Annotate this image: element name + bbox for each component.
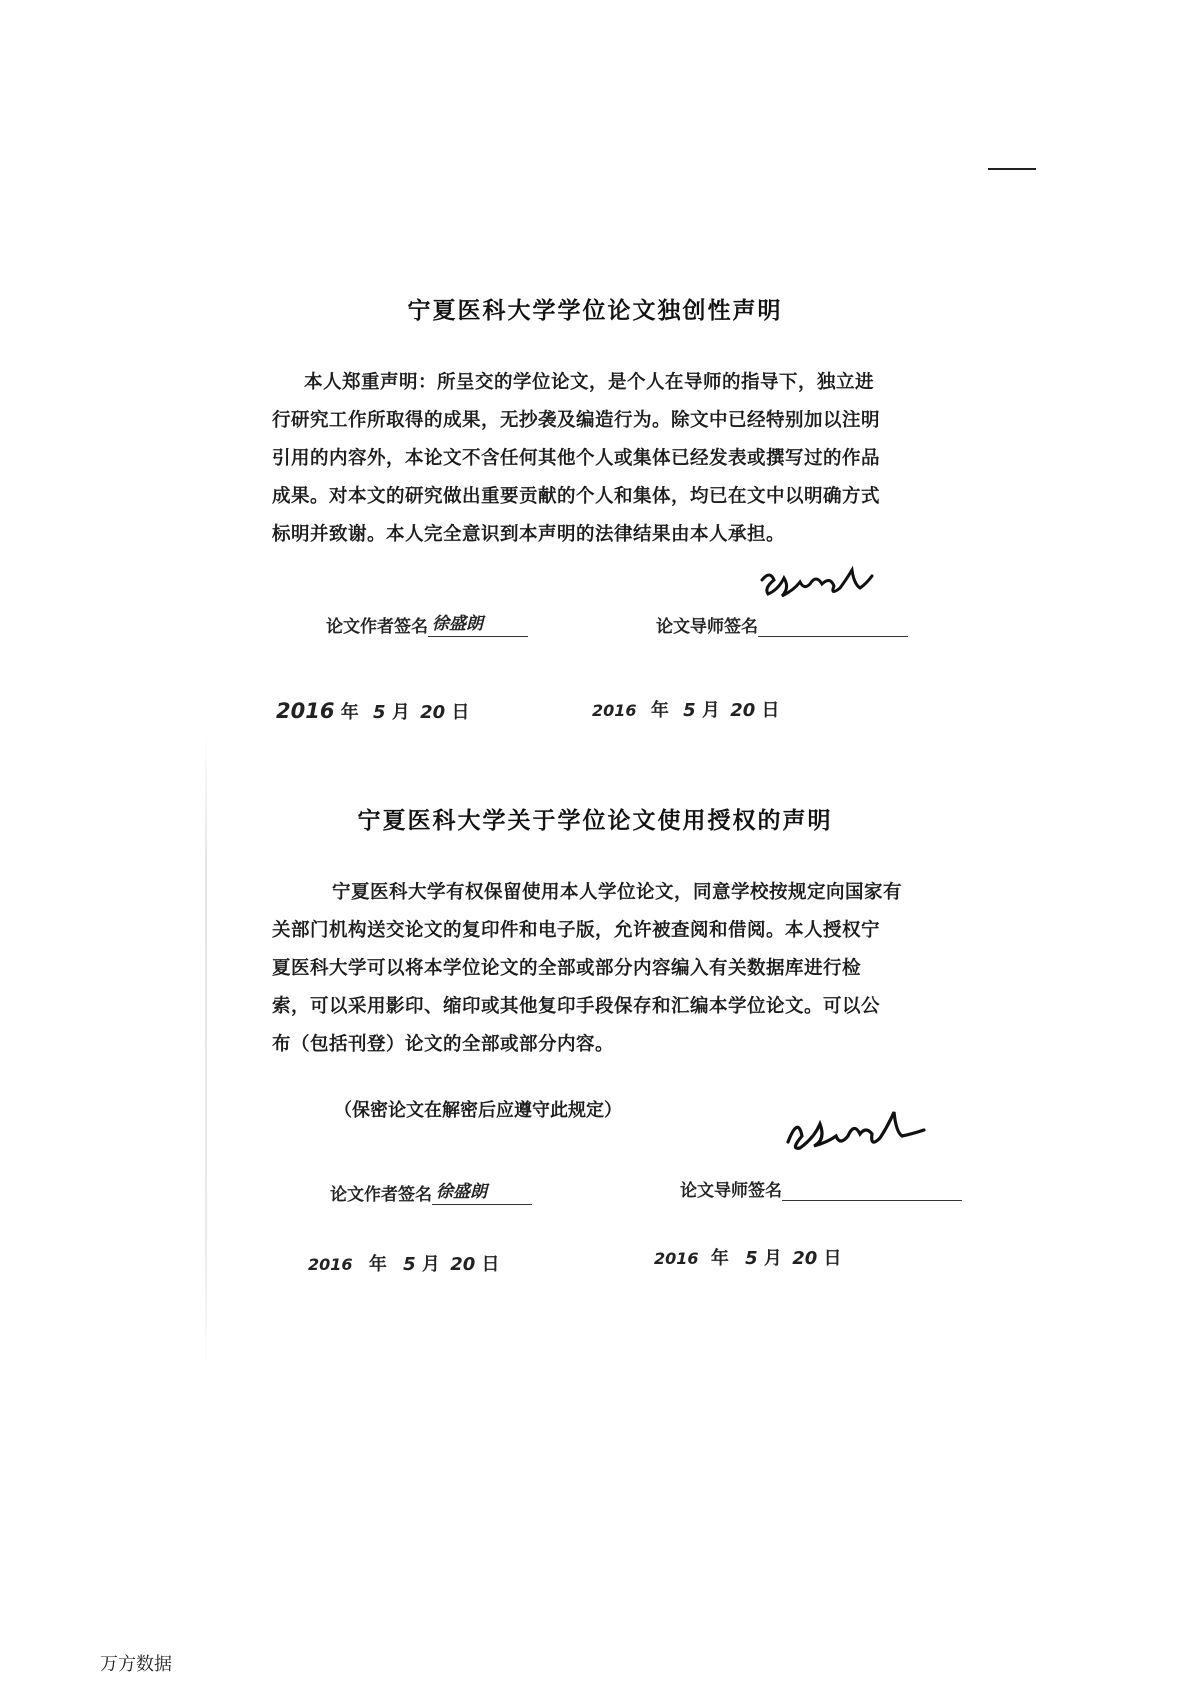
supervisor-signature-line [782, 1178, 962, 1201]
author-signature-line [432, 1182, 532, 1205]
date-year-unit: 年 [340, 702, 359, 723]
authorization-statement-title: 宁夏医科大学关于学位论文使用授权的声明 [357, 807, 833, 834]
body-line: 引用的内容外，本论文不含任何其他个人或集体已经发表或撰写过的作品 [272, 448, 881, 469]
body-line: 标明并致谢。本人完全意识到本声明的法律结果由本人承担。 [272, 524, 786, 545]
date-month-unit: 月 [391, 702, 410, 723]
body-line: 宁夏医科大学有权保留使用本人学位论文，同意学校按规定向国家有 [332, 882, 903, 903]
date-year-unit: 年 [368, 1254, 387, 1275]
date-month: 5 [403, 1254, 416, 1275]
supervisor-signature-row-2 [680, 1176, 962, 1201]
date-year-unit: 年 [710, 1248, 729, 1269]
body-line: 本人郑重声明：所呈交的学位论文，是个人在导师的指导下，独立进 [304, 372, 875, 393]
date-day: 20 [450, 1254, 476, 1275]
date-year: 2016 [592, 701, 637, 720]
author-signature-handwriting: 徐盛朗 [432, 614, 483, 634]
originality-statement-body [272, 364, 934, 554]
supervisor-signature-line [758, 614, 908, 637]
author-date-1 [276, 698, 469, 724]
date-day-unit: 日 [823, 1248, 842, 1269]
author-date-2 [308, 1250, 500, 1276]
author-signature-label: 论文作者签名 [326, 617, 428, 637]
author-signature-line [428, 614, 528, 637]
originality-statement-title: 宁夏医科大学学位论文独创性声明 [407, 297, 783, 324]
confidentiality-note: （保密论文在解密后应遵守此规定） [334, 1100, 622, 1121]
date-month-unit: 月 [763, 1248, 782, 1269]
supervisor-signature-row-1 [656, 612, 908, 637]
top-rule-mark [988, 168, 1036, 170]
body-line: 索，可以采用影印、缩印或其他复印手段保存和汇编本学位论文。可以公 [272, 996, 881, 1017]
date-year: 2016 [654, 1249, 699, 1268]
body-line: 行研究工作所取得的成果，无抄袭及编造行为。除文中已经特别加以注明 [272, 410, 881, 431]
supervisor-signature-label: 论文导师签名 [656, 617, 758, 637]
date-year: 2016 [276, 699, 335, 723]
date-month: 5 [745, 1248, 758, 1269]
date-month: 5 [373, 702, 386, 723]
body-line: 关部门机构送交论文的复印件和电子版，允许被查阅和借阅。本人授权宁 [272, 920, 881, 941]
date-day: 20 [420, 702, 446, 723]
date-day-unit: 日 [451, 702, 470, 723]
date-month-unit: 月 [701, 700, 720, 721]
body-line: 布（包括刊登）论文的全部或部分内容。 [272, 1034, 615, 1055]
author-signature-row-1 [326, 612, 528, 637]
author-signature-handwriting: 徐盛朗 [436, 1182, 487, 1202]
author-signature-label: 论文作者签名 [330, 1185, 432, 1205]
supervisor-signature-label: 论文导师签名 [680, 1181, 782, 1201]
supervisor-signature-scribble [758, 598, 908, 638]
date-day-unit: 日 [481, 1254, 500, 1275]
body-line: 成果。对本文的研究做出重要贡献的个人和集体，均已在文中以明确方式 [272, 486, 881, 507]
date-month: 5 [683, 700, 696, 721]
supervisor-signature-scribble [782, 1152, 962, 1202]
wanfang-watermark: 万方数据 [100, 1654, 172, 1675]
date-day: 20 [730, 700, 756, 721]
date-day-unit: 日 [761, 700, 780, 721]
author-signature-row-2 [330, 1180, 532, 1205]
body-line: 夏医科大学可以将本学位论文的全部或部分内容编入有关数据库进行检 [272, 958, 862, 979]
supervisor-date-1 [592, 696, 780, 722]
supervisor-date-2 [654, 1244, 842, 1270]
date-year: 2016 [308, 1255, 353, 1274]
date-day: 20 [792, 1248, 818, 1269]
date-month-unit: 月 [421, 1254, 440, 1275]
date-year-unit: 年 [650, 700, 669, 721]
authorization-statement-body [272, 874, 962, 1064]
